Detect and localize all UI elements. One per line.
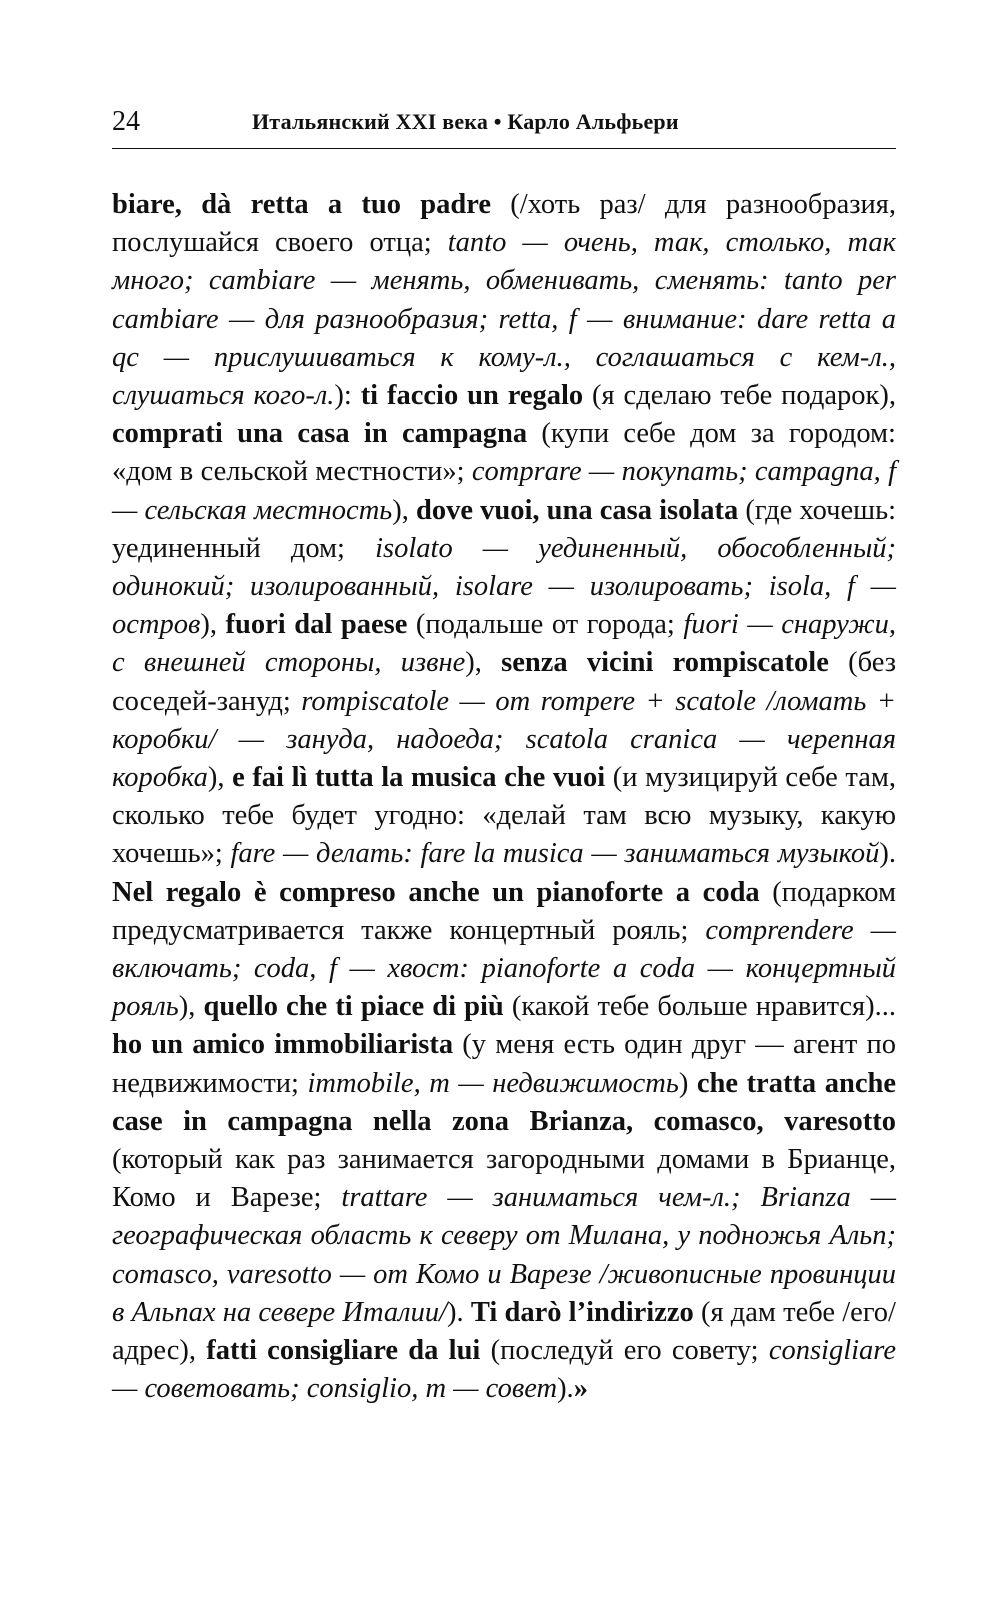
page-body <box>112 186 896 1409</box>
plain-text: (без соседей-зануд; <box>112 647 896 717</box>
plain-text: (который как раз занимается загородными домами в Брианце, Комо и Варезе; <box>112 1144 896 1214</box>
bold-phrase: che tratta anche case in campagna nella zona Brianza, comasco, varesotto <box>112 1067 896 1137</box>
plain-text: ) <box>678 1067 697 1099</box>
bold-phrase: dove vuoi, una casa isolata <box>416 494 739 526</box>
bold-phrase: quello che ti piace di più <box>203 991 504 1023</box>
bold-phrase: comprati una casa in campagna <box>112 418 528 450</box>
bold-phrase: e fai lì tutta la musica che vuoi <box>232 762 606 794</box>
bold-phrase: ho un amico immobiliarista <box>112 1029 454 1061</box>
plain-text: (купи себе дом за городом: «дом в сельской местности»; <box>112 418 896 488</box>
plain-text: (где хочешь: уединенный дом; <box>112 494 896 564</box>
bold-phrase: Nel regalo è compreso anche un pianoforte a coda <box>112 876 760 908</box>
italic-gloss: fuori — снаружи, с внешней стороны, извне <box>112 609 896 679</box>
plain-text: ), <box>465 647 502 679</box>
italic-gloss: tanto — очень, так, столько, так много; cambiare — менять, обменивать, сменять: tanto per cambiare — для разнообразия; retta, f — внимание: dare retta a qc — прислушиваться к кому-л., соглашаться с кем-л., слушаться кого-л. <box>112 227 897 412</box>
plain-text: (я сделаю тебе подарок), <box>583 380 896 412</box>
plain-text: (какой тебе больше нравится)... <box>503 991 897 1023</box>
page-header <box>112 104 896 140</box>
plain-text: ). <box>879 838 896 870</box>
plain-text: ), <box>200 609 226 641</box>
bold-phrase: biare, dà retta a tuo padre <box>112 189 492 220</box>
plain-text: (я дам тебе /его/ адрес), <box>112 1296 896 1367</box>
italic-gloss: trattare — заниматься чем-л.; Brianza — географическая область к северу от Милана, у подножья Альп; comasco, varesotto — от Комо и Варезе /живописные провинции в Альпах на севере Италии/ <box>112 1182 896 1328</box>
plain-text: (подарком предусматривается также концертный рояль; <box>112 876 897 946</box>
plain-text: ). <box>447 1296 471 1328</box>
plain-text: ): <box>334 380 361 412</box>
plain-text: ), <box>207 762 233 794</box>
running-title: Итальянский XXI века • Карло Альфьери <box>252 109 679 134</box>
bold-phrase: » <box>573 1373 588 1405</box>
bold-phrase: ti faccio un regalo <box>360 380 584 412</box>
plain-text: ), <box>392 494 417 526</box>
bold-phrase: fuori dal paese <box>225 609 408 641</box>
bold-phrase: fatti consigliare da lui <box>206 1335 481 1367</box>
italic-gloss: fare — делать: fare la musica — заниматься музыкой <box>230 838 880 870</box>
italic-gloss: immobile, m — недвижимость <box>307 1067 679 1099</box>
italic-gloss: rompiscatole — от rompere + scatole /ломать + коробки/ — зануда, надоеда; scatola cranica — черепная коробка <box>112 685 896 794</box>
italic-gloss: isolato — уединенный, обособленный; одинокий; изолированный, isolare — изолировать; isola, f — остров <box>112 532 896 641</box>
plain-text: (/хоть раз/ для разнообразия, послушайся своего отца; <box>112 189 896 259</box>
plain-text: ), <box>178 991 204 1023</box>
plain-text: (подальше от города; <box>407 609 684 641</box>
plain-text: (у меня есть один друг — агент по недвижимости; <box>112 1029 896 1099</box>
italic-gloss: consigliare — советовать; consiglio, m — совет <box>112 1335 896 1405</box>
italic-gloss: comprare — покупать; campagna, f — сельская местность <box>112 456 896 526</box>
plain-text: ). <box>557 1373 574 1405</box>
italic-gloss: comprendere — включать; coda, f — хвост: pianoforte a coda — концертный рояль <box>112 914 896 1023</box>
bold-phrase: Ti darò l’indirizzo <box>470 1296 694 1328</box>
header-divider <box>112 148 896 149</box>
plain-text: (и музицируй себе там, сколько тебе будет угодно: «делай там всю музыку, какую хочешь»; <box>112 762 897 870</box>
bold-phrase: senza vicini rompiscatole <box>501 647 829 679</box>
paragraph <box>112 186 896 1409</box>
page-number: 24 <box>112 106 140 137</box>
plain-text: (последуй его совету; <box>480 1335 769 1367</box>
